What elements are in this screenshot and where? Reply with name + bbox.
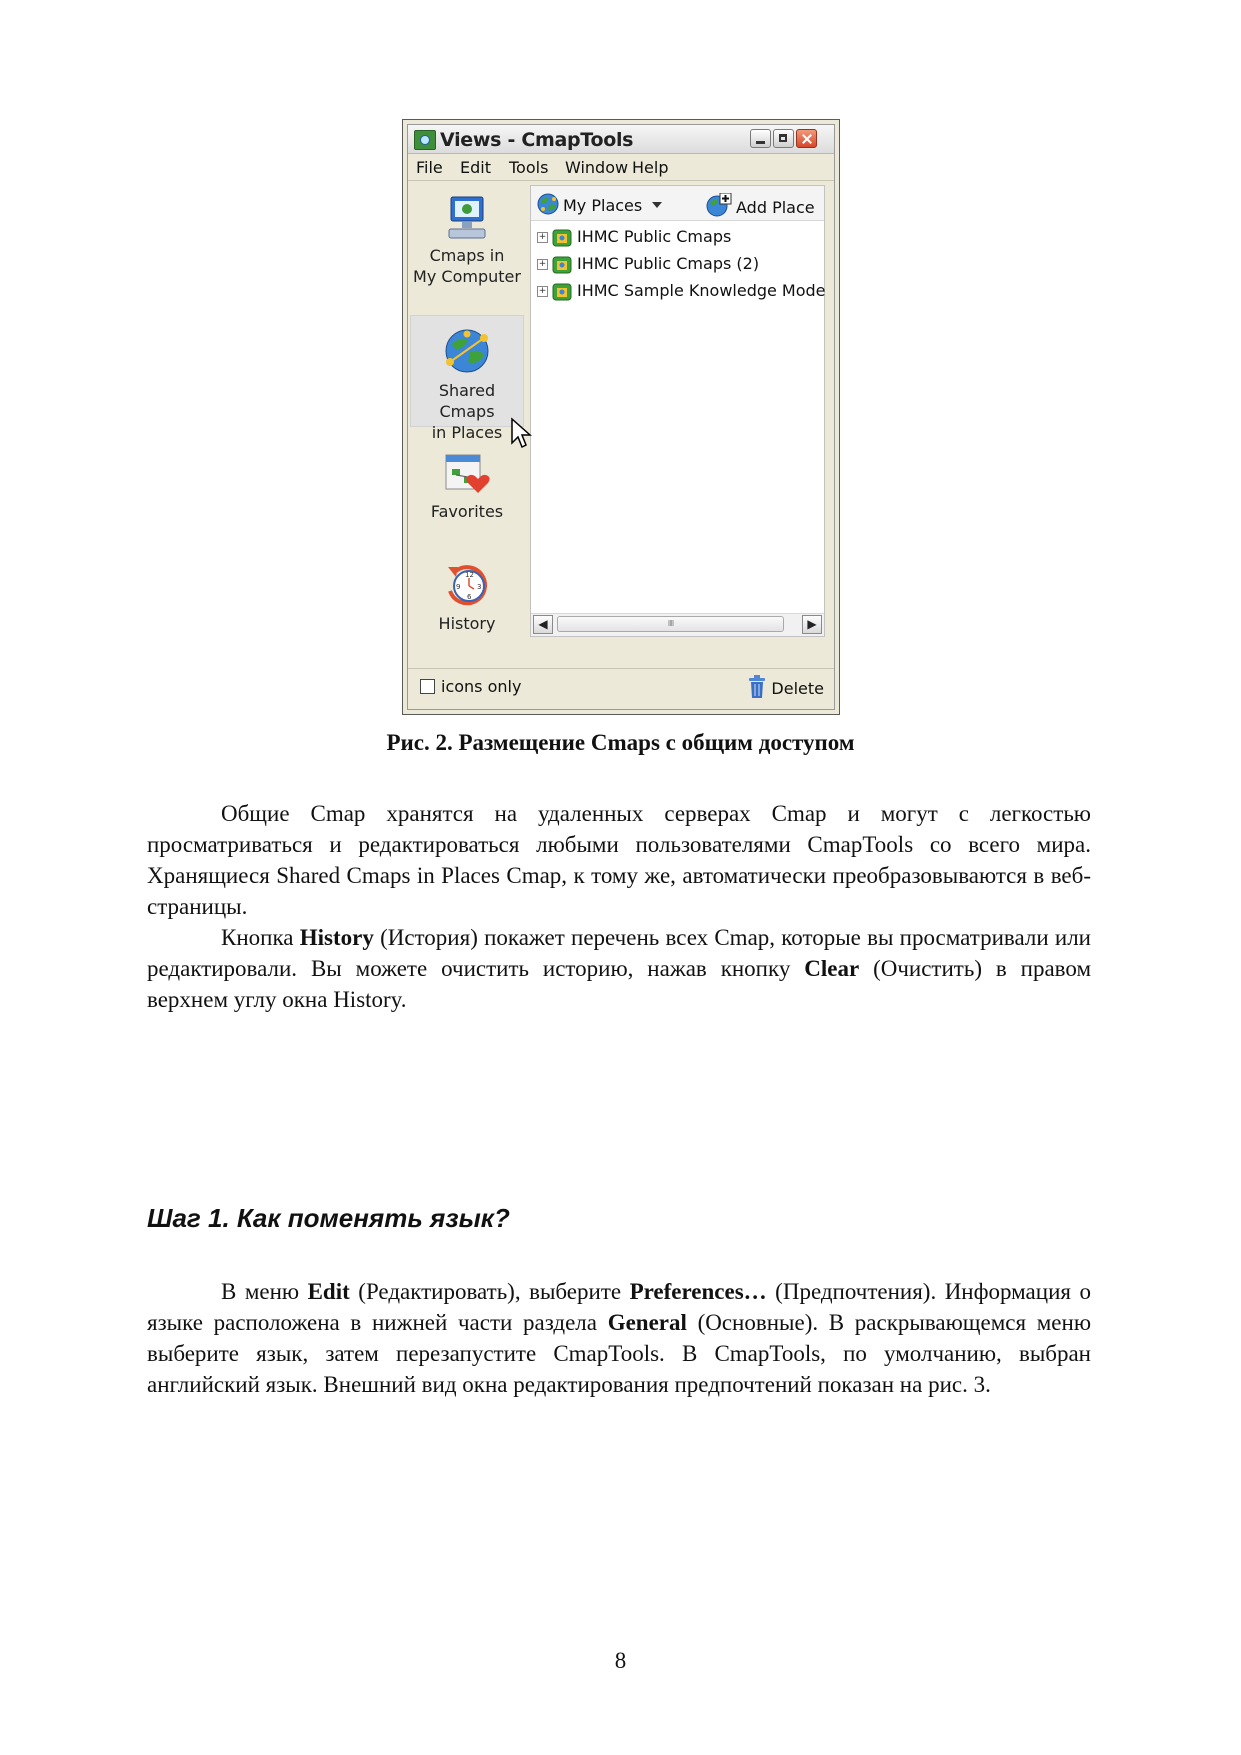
tree-item-label: IHMC Public Cmaps (577, 227, 732, 246)
sidebar-label-line2: in Places (431, 423, 503, 442)
menu-edit[interactable]: Edit (460, 158, 491, 177)
term-general: General (607, 1310, 687, 1335)
sidebar-label-line1: Cmaps in (429, 246, 505, 265)
term-clear: Clear (804, 956, 860, 981)
sidebar-label-line1: History (438, 614, 496, 633)
page-number: 8 (614, 1648, 627, 1673)
computer-icon (445, 195, 489, 241)
sidebar-label-line1: Shared Cmaps (438, 381, 496, 421)
menu-tools[interactable]: Tools (509, 158, 549, 177)
section-heading: Шаг 1. Как поменять язык? (147, 1203, 510, 1233)
favorites-folder-icon (442, 449, 492, 497)
paragraph-language (147, 1276, 1091, 1400)
paragraph-text: В меню (221, 1279, 308, 1304)
term-history: History (299, 925, 374, 950)
tree-item-ihmc-public-cmaps[interactable] (537, 227, 731, 251)
title-bar[interactable] (408, 125, 834, 154)
sidebar-item-cmaps-in-my-computer[interactable] (410, 195, 524, 287)
expand-icon[interactable]: + (538, 232, 547, 242)
horizontal-scrollbar[interactable] (531, 613, 824, 636)
figure-caption: Рис. 2. Размещение Cmaps с общим доступом (386, 730, 855, 755)
menu-bar (408, 154, 834, 181)
expand-icon[interactable]: + (538, 286, 547, 296)
add-place-icon (706, 193, 732, 217)
paragraph-shared-cmaps (147, 798, 1091, 922)
delete-label: Delete (771, 679, 824, 698)
icons-only-label: icons only (441, 677, 522, 696)
place-server-icon (552, 227, 572, 247)
menu-window[interactable]: Window (565, 158, 629, 177)
term-edit: Edit (307, 1279, 350, 1304)
paragraph-text: (История) покажет перечень всех Cmap, которые вы просматривали или редактировали. Вы можете очистить историю, нажав кнопку (147, 925, 1091, 981)
menu-file[interactable]: File (416, 158, 443, 177)
sidebar-item-history[interactable] (410, 561, 524, 634)
places-panel (530, 185, 825, 637)
cmaptools-views-window (402, 119, 840, 715)
scroll-right-icon[interactable]: ▶ (802, 615, 822, 634)
paragraph-text: (Основные). В раскрывающемся меню выберите язык, затем перезапустите CmapTools. В CmapTools, по умолчанию, выбран английский язык. Внешний вид окна редактирования предпочтений показан на рис. 3. (147, 1310, 1091, 1397)
tree-item-label: IHMC Public Cmaps (2) (577, 254, 760, 273)
svg-text:12: 12 (465, 571, 474, 579)
paragraph-text: (Очистить) в правом верхнем углу окна History. (147, 956, 1091, 1012)
cmaptools-app-icon (414, 130, 436, 150)
place-server-icon (552, 281, 572, 301)
add-place-label: Add Place (736, 198, 815, 217)
my-places-dropdown[interactable] (537, 193, 662, 215)
paragraph-history (147, 922, 1091, 1015)
place-server-icon (552, 254, 572, 274)
paragraph-text: Общие Cmap хранятся на удаленных серверах Cmap и могут с легкостью просматриваться и редактироваться любыми пользователями CmapTools со всего мира. Хранящиеся Shared Cmaps in Places Cmap, к тому же, автоматически преобразовываются в веб-страницы. (147, 801, 1091, 919)
delete-button[interactable] (747, 675, 824, 699)
window-bottom-bar (408, 668, 834, 709)
sidebar-label-line1: Favorites (430, 502, 504, 521)
views-sidebar (408, 181, 526, 665)
icons-only-checkbox[interactable] (420, 679, 435, 694)
window-frame (407, 124, 835, 710)
svg-text:6: 6 (467, 593, 472, 601)
scroll-thumb[interactable] (557, 616, 784, 632)
menu-help[interactable]: Help (632, 158, 669, 177)
close-button[interactable] (796, 129, 817, 148)
window-title: Views - CmapTools (440, 129, 634, 151)
sidebar-item-favorites[interactable] (410, 449, 524, 522)
tree-item-ihmc-public-cmaps-2[interactable] (537, 254, 759, 278)
my-places-label: My Places (563, 196, 643, 215)
sidebar-label-line2: My Computer (413, 267, 521, 286)
history-clock-icon (442, 561, 492, 609)
mouse-pointer-icon (510, 417, 532, 451)
trash-icon (747, 675, 767, 699)
chevron-down-icon (652, 202, 662, 208)
tree-item-ihmc-sample-knowledge-models[interactable] (537, 281, 826, 305)
scroll-left-icon[interactable]: ◀ (533, 615, 553, 634)
globe-icon (537, 193, 559, 215)
paragraph-text: Кнопка (221, 925, 300, 950)
svg-text:3: 3 (477, 583, 482, 591)
sidebar-item-shared-cmaps-in-places[interactable] (410, 315, 524, 442)
term-preferences: Preferences… (629, 1279, 767, 1304)
globe-network-icon (442, 326, 492, 376)
expand-icon[interactable]: + (538, 259, 547, 269)
paragraph-text: (Редактировать), выберите (349, 1279, 630, 1304)
minimize-button[interactable] (750, 129, 771, 148)
maximize-button[interactable] (773, 129, 794, 148)
tree-item-label: IHMC Sample Knowledge Mode (577, 281, 826, 300)
svg-text:9: 9 (456, 583, 461, 591)
paragraph-text: (Предпочтения). Информация о языке расположена в нижней части раздела (147, 1279, 1091, 1335)
places-toolbar (531, 186, 824, 221)
add-place-button[interactable] (706, 193, 815, 217)
